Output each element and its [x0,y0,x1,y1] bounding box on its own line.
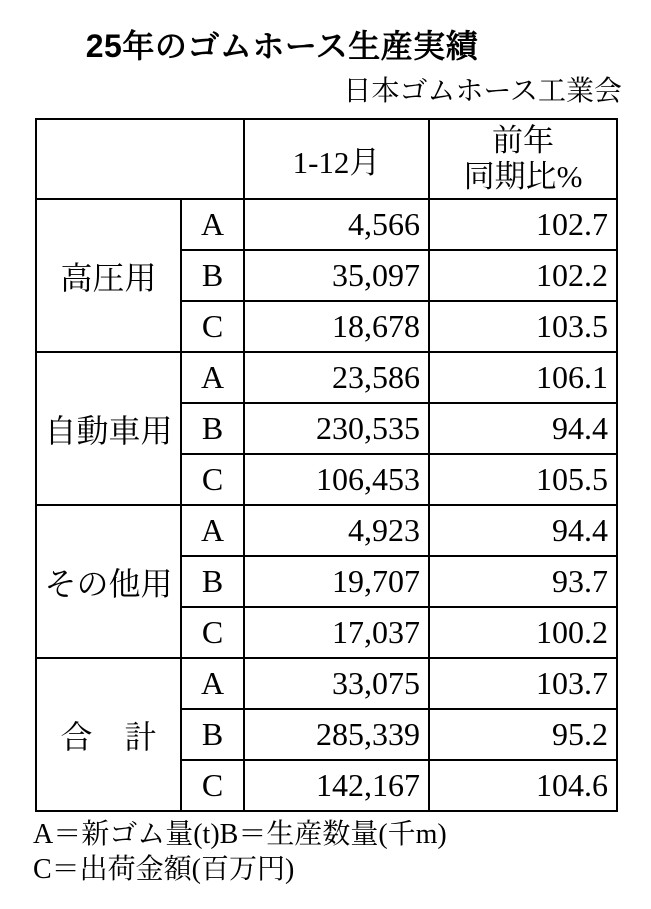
category-automotive: 自動車用 [36,352,181,505]
row-label: C [181,760,244,811]
row-value: 18,678 [244,301,429,352]
row-label: A [181,199,244,250]
header-yoy-line2: 同期比% [463,159,583,194]
row-label: B [181,250,244,301]
row-value: 142,167 [244,760,429,811]
row-value: 106,453 [244,454,429,505]
row-value: 19,707 [244,556,429,607]
title-block [0,26,564,66]
table-row [36,199,617,250]
row-yoy: 105.5 [429,454,617,505]
row-yoy: 102.2 [429,250,617,301]
source-organization: 日本ゴムホース工業会 [343,76,622,107]
page-title: 25年のゴムホース生産実績 [85,28,479,64]
row-yoy: 94.4 [429,403,617,454]
header-yoy-line1: 前年 [492,123,554,158]
table-row [36,658,617,709]
footnote-block [33,817,447,887]
table-row [36,505,617,556]
row-label: B [181,709,244,760]
row-value: 17,037 [244,607,429,658]
row-label: B [181,556,244,607]
category-other: その他用 [36,505,181,658]
row-value: 230,535 [244,403,429,454]
row-label: B [181,403,244,454]
row-label: A [181,505,244,556]
footnote-line-1: A＝新ゴム量(t)B＝生産数量(千m) [33,819,447,850]
row-yoy: 103.5 [429,301,617,352]
row-value: 4,566 [244,199,429,250]
row-value: 285,339 [244,709,429,760]
footnote-line-2: C＝出荷金額(百万円) [33,854,295,885]
header-blank-cell [36,119,244,199]
row-yoy: 103.7 [429,658,617,709]
row-value: 35,097 [244,250,429,301]
subtitle-block [0,77,622,108]
header-yoy [429,119,617,199]
row-value: 33,075 [244,658,429,709]
row-value: 4,923 [244,505,429,556]
category-total: 合 計 [36,658,181,811]
row-label: A [181,658,244,709]
header-period: 1-12月 [244,119,429,199]
row-label: C [181,301,244,352]
row-label: C [181,607,244,658]
row-label: C [181,454,244,505]
row-yoy: 94.4 [429,505,617,556]
row-value: 23,586 [244,352,429,403]
row-yoy: 95.2 [429,709,617,760]
table-header-row [36,119,617,199]
row-yoy: 100.2 [429,607,617,658]
production-table [35,118,618,812]
row-yoy: 104.6 [429,760,617,811]
category-high-pressure: 高圧用 [36,199,181,352]
row-label: A [181,352,244,403]
table-row [36,352,617,403]
row-yoy: 102.7 [429,199,617,250]
row-yoy: 106.1 [429,352,617,403]
row-yoy: 93.7 [429,556,617,607]
